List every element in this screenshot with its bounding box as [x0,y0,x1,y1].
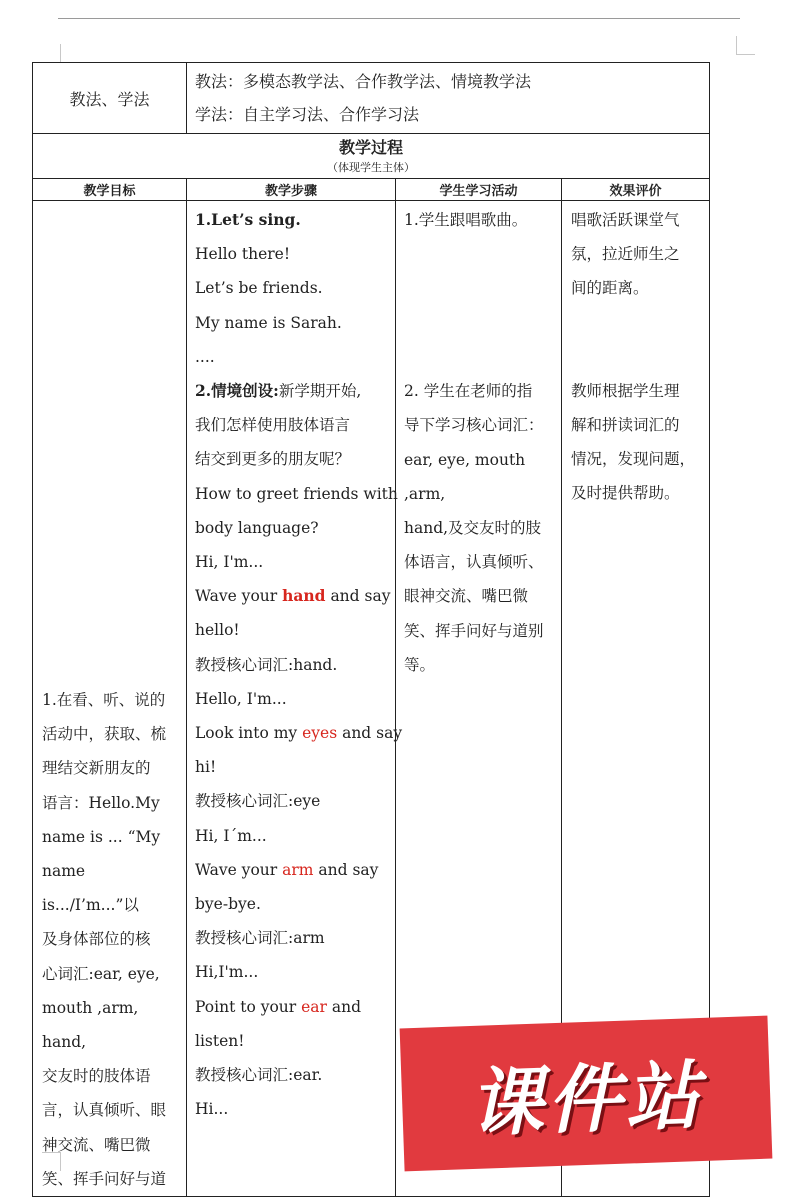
step2-line: Hi, I'm... [195,553,264,572]
teaching-method: 教法：多模态教学法、合作教学法、情境教学法 [195,72,532,91]
step1-title: 1.Let’s sing. [195,210,301,229]
goal-line: 活动中，获取、梳 [42,725,167,744]
wave-hand-line: Wave your hand and say [195,586,391,606]
goal-line: name is ... “My [42,827,161,846]
hello-line: hello! [195,621,240,640]
step2-line: body language? [195,518,319,537]
activity-2-line: hand,及交友时的肢 [404,519,542,538]
vocab-hand-line: 教授核心词汇:hand. [195,655,338,674]
activity-2-line: 2. 学生在老师的指 [404,382,533,401]
crop-mark-top-right [736,36,755,55]
goal-line: 理结交新朋友的 [42,759,151,778]
column-header-steps: 教学步骤 [187,179,396,201]
goal-line: 1.在看、听、说的 [42,691,166,709]
methods-content [187,63,710,134]
keyword-ear: ear [301,997,327,1016]
hi-im-line: Hi, I´m... [195,826,267,845]
goal-line: name is.../I’m...”以 [42,862,139,915]
song-line: Let’s be friends. [195,279,323,298]
activity-2-line: 笑、挥手问好与道别 [404,621,544,640]
activity-text [396,201,561,682]
goal-text [33,201,186,1196]
step2-title: 2.情境创设:新学期开始, [195,381,362,401]
goal-line: 笑、挥手问好与道 [42,1169,167,1188]
column-header-row [33,179,710,201]
process-title: 教学过程 [338,138,403,157]
activity-2-line: ear, eye, mouth ,arm, [404,450,526,503]
step2-line: How to greet friends with [195,484,398,503]
process-header-row [33,134,710,179]
goal-line: mouth ,arm, hand, [42,998,139,1052]
learning-method: 学法：自主学习法、合作学习法 [195,105,420,124]
activity-2-line: 体语言，认真倾听、 [404,553,544,572]
vocab-ear-line: 教授核心词汇:ear. [195,1066,323,1085]
evaluation-1-line: 间的距离。 [571,279,649,298]
keyword-eyes: eyes [302,724,338,743]
step2-line: 结交到更多的朋友呢？ [195,450,351,469]
goal-line: 交友时的肢体语 [42,1067,151,1086]
activity-2-line: 眼神交流、嘴巴微 [404,587,529,606]
wave-arm-line: Wave your arm and say [195,860,379,879]
methods-label: 教法、学法 [33,63,187,134]
goal-line: 神交流、嘴巴微 [42,1135,151,1154]
goal-line: 言，认真倾听、眼 [42,1101,167,1120]
evaluation-2-line: 情况，发现问题， [571,450,696,469]
point-ear-line: Point to your ear and [195,997,362,1016]
song-line: Hello there! [195,245,291,264]
activity-2-line: 等。 [404,655,436,674]
activity-1: 1.学生跟唱歌曲。 [404,211,528,229]
vocab-eye-line: 教授核心词汇:eye [195,792,321,811]
song-line: My name is Sarah. [195,313,342,332]
watermark-stamp [400,1016,773,1172]
column-header-evaluation: 效果评价 [562,179,710,201]
listen-line: listen! [195,1031,245,1050]
keyword-arm: arm [282,860,314,879]
evaluation-1-line: 氛，拉近师生之 [571,245,680,264]
goal-line: 心词汇:ear, eye, [42,964,160,983]
look-eyes-line: Look into my eyes and say [195,724,403,743]
hi-end-line: Hi... [195,1100,229,1119]
process-header [33,134,710,179]
column-header-goal: 教学目标 [33,179,187,201]
column-header-activity: 学生学习活动 [396,179,562,201]
hello-im-line: Hello, I'm... [195,689,287,708]
methods-row [33,63,710,134]
goal-line: 及身体部位的核 [42,930,151,949]
steps-cell [187,201,403,1197]
steps-text [187,201,403,1126]
bye-line: bye-bye. [195,895,261,914]
activity-2-line: 导下学习核心词汇： [404,416,544,435]
hi-line: hi! [195,758,217,777]
vocab-arm-line: 教授核心词汇:arm [195,929,325,948]
page-top-rule [58,18,740,19]
process-subtitle: （体现学生主体） [327,161,415,174]
goal-cell [33,201,187,1197]
evaluation-2-line: 解和拼读词汇的 [571,415,680,434]
step2-line: 我们怎样使用肢体语言 [195,416,351,435]
evaluation-text [562,201,709,510]
evaluation-1-line: 唱歌活跃课堂气 [571,211,680,229]
song-line: .... [195,347,215,366]
crop-mark-top-left [42,44,61,63]
hi-im-line-2: Hi,I'm... [195,963,259,982]
evaluation-2-line: 教师根据学生理 [571,381,680,400]
goal-line: 语言：Hello.My [42,793,160,812]
keyword-hand: hand [282,586,326,606]
evaluation-2-line: 及时提供帮助。 [571,484,680,503]
watermark-text: 课件站 [467,1052,705,1147]
